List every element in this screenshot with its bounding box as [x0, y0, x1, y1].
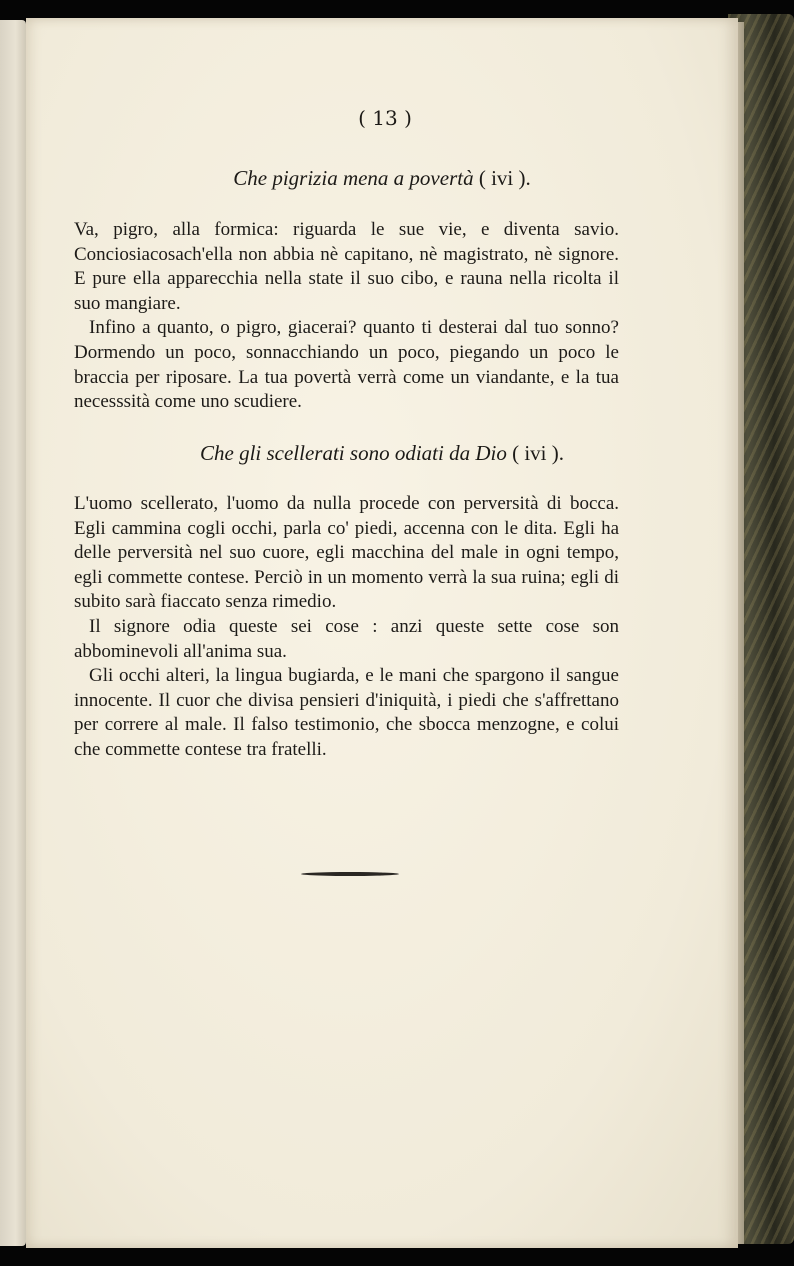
- paragraph: Infino a quanto, o pigro, giacerai? quanto ti desterai dal tuo sonno? Dormendo un poco, sonnacchiando un poco, piegando un poco le braccia per riposare. La tua povertà verrà come un viandante, e la tua necesssità come uno scudiere.: [74, 317, 619, 413]
- section-reference: ( ivi ).: [512, 441, 564, 465]
- section-heading-2: [26, 441, 738, 466]
- section-title: Che pigrizia mena a povertà: [233, 166, 474, 190]
- book-page: [26, 18, 738, 1248]
- section-body-1: [74, 218, 619, 415]
- section-body-2: [74, 492, 619, 763]
- paragraph: Va, pigro, alla formica: riguarda le sue vie, e diventa savio. Conciosiacosach'ella non abbia nè capitano, nè magistrato, nè signore. E pure ella apparecchia nella state il suo cibo, e rauna nella ricolta il suo mangiare.: [74, 219, 619, 314]
- page-number: ( 13 ): [358, 106, 412, 130]
- section-heading-1: [26, 166, 738, 191]
- end-rule: [301, 872, 399, 876]
- section-reference: ( ivi ).: [478, 166, 531, 190]
- section-title: Che gli scellerati sono odiati da Dio: [200, 441, 507, 465]
- paragraph: Gli occhi alteri, la lingua bugiarda, e le mani che spargono il sangue innocente. Il cuor che divisa pensieri d'iniquità, i piedi che s'affrettano per correre al male. Il falso testimonio, che sbocca menzogne, e colui che commette contese tra fratelli.: [74, 665, 619, 760]
- paragraph: Il signore odia queste sei cose : anzi queste sette cose son abbominevoli all'anima sua.: [74, 615, 619, 662]
- paragraph: L'uomo scellerato, l'uomo da nulla procede con perversità di bocca. Egli cammina cogli occhi, parla co' piedi, accenna con le dita. Egli ha delle perversità nel suo cuore, egli macchina del male in ogni tempo, egli commette contese. Perciò in un momento verrà la sua ruina; egli di subito sarà fiaccato senza rimedio.: [74, 493, 619, 613]
- facing-page-edge: [0, 20, 26, 1246]
